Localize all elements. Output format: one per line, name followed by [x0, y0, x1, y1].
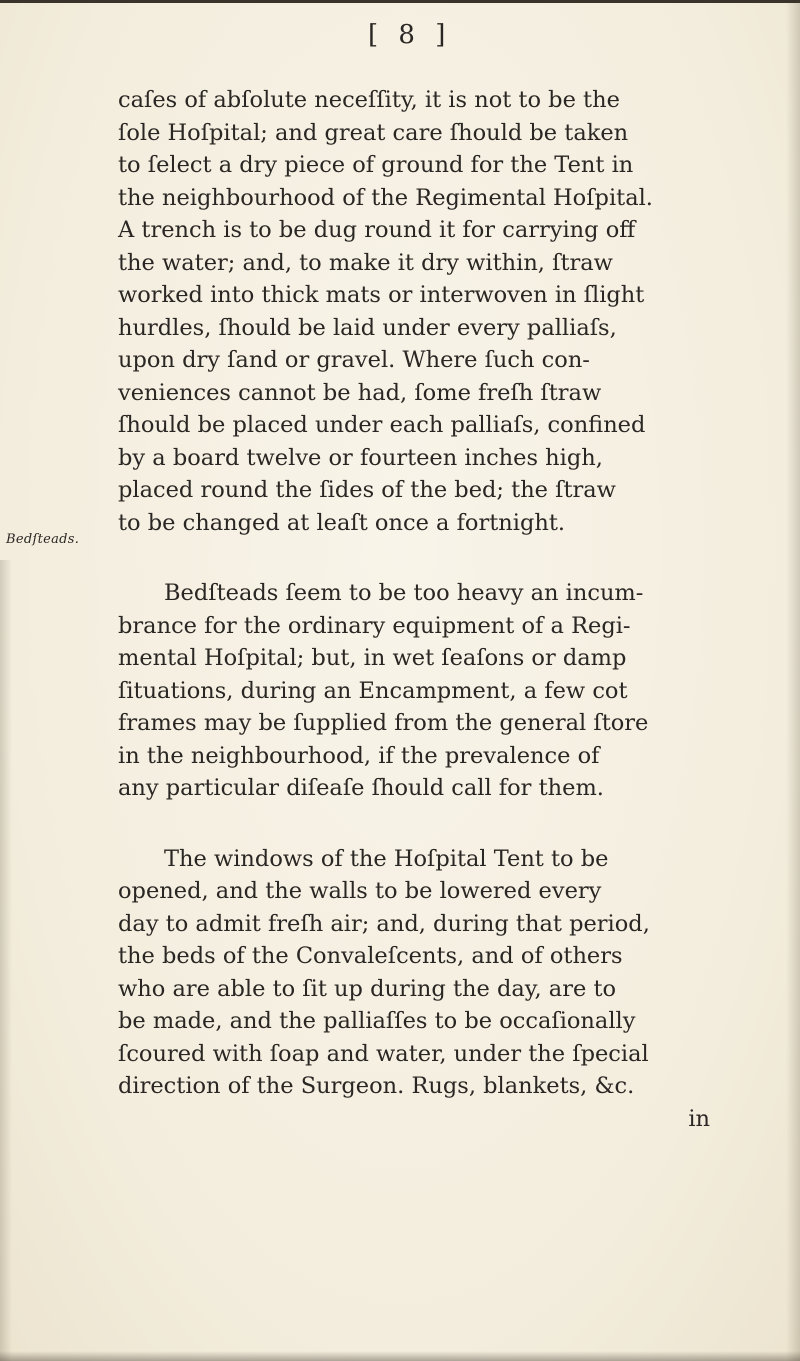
text-line: veniences cannot be had, ſome freſh ſtraw: [118, 379, 602, 406]
text-line: placed round the ſides of the bed; the ſtraw: [118, 477, 616, 503]
body-text: [118, 84, 758, 1135]
text-line: caſes of abſolute neceſſity, it is not to be the: [118, 87, 620, 113]
page-shadow-right: [786, 0, 800, 1361]
text-line: brance for the ordinary equipment of a Regi-: [118, 612, 631, 639]
text-line: Bedſteads ſeem to be too heavy an incum-: [164, 580, 644, 606]
text-line: ſole Hoſpital; and great care ſhould be taken: [118, 119, 629, 146]
text-line: day to admit freſh air; and, during that period,: [118, 910, 650, 937]
text-line: frames may be ſupplied from the general ſtore: [118, 710, 649, 736]
text-line: The windows of the Hoſpital Tent to be: [164, 845, 609, 872]
text-line: to be changed at leaſt once a fortnight.: [118, 509, 566, 536]
text-line: mental Hoſpital; but, in wet ſeaſons or damp: [118, 645, 627, 671]
paragraph-gap: [118, 805, 758, 843]
catchword: in: [688, 1105, 710, 1132]
text-line: upon dry ſand or gravel. Where ſuch con-: [118, 347, 590, 373]
text-line: the neighbourhood of the Regimental Hoſpital.: [118, 184, 653, 211]
text-line: A trench is to be dug round it for carrying off: [118, 217, 636, 243]
text-line: ſcoured with ſoap and water, under the ſpecial: [118, 1040, 649, 1067]
text-line: by a board twelve or fourteen inches high,: [118, 444, 603, 471]
text-line: hurdles, ſhould be laid under every palliaſs,: [118, 314, 617, 341]
text-line: the water; and, to make it dry within, ſtraw: [118, 249, 613, 276]
margin-note: Bedſteads.: [6, 532, 80, 547]
page-number: [ 8 ]: [368, 20, 452, 50]
text-line: any particular diſeaſe ſhould call for them.: [118, 775, 604, 801]
text-line: opened, and the walls to be lowered every: [118, 878, 602, 904]
text-line: ſituations, during an Encampment, a few cot: [118, 677, 628, 704]
text-line: worked into thick mats or interwoven in ſlight: [118, 282, 645, 308]
text-line: be made, and the palliaſſes to be occaſionally: [118, 1008, 636, 1034]
text-line: who are able to ſit up during the day, are to: [118, 975, 617, 1002]
page-shadow-left: [0, 560, 12, 1361]
page-shadow-bottom: [0, 1351, 800, 1361]
top-rule: [0, 0, 800, 3]
text-line: ſhould be placed under each palliaſs, confined: [118, 412, 646, 438]
text-line: in the neighbourhood, if the prevalence of: [118, 742, 600, 769]
text-line: direction of the Surgeon. Rugs, blankets, &c.: [118, 1073, 635, 1099]
text-line: to ſelect a dry piece of ground for the Tent in: [118, 152, 634, 178]
paragraph-gap: [118, 539, 758, 577]
text-line: the beds of the Convaleſcents, and of others: [118, 943, 623, 969]
